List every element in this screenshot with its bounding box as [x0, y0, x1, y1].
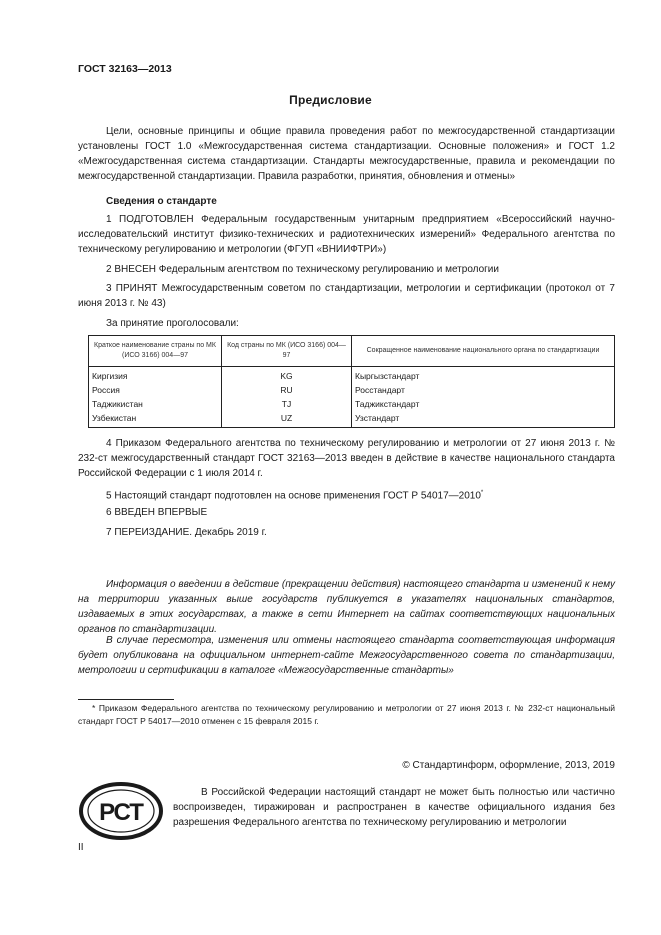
item-7: 7 ПЕРЕИЗДАНИЕ. Декабрь 2019 г. — [106, 527, 267, 538]
item-2: 2 ВНЕСЕН Федеральным агентством по техническому регулированию и метрологии — [106, 264, 499, 275]
cell-code: TJ — [222, 397, 352, 411]
cell-body: Росстандарт — [352, 383, 615, 397]
col-header-code: Код страны по МК (ИСО 3166) 004—97 — [222, 336, 352, 367]
cell-country: Узбекистан — [89, 411, 222, 428]
logo-lettering: РСТ — [99, 799, 143, 826]
item-5 — [78, 486, 615, 503]
cell-body: Кыргызстандарт — [352, 367, 615, 384]
info-paragraph-2: В случае пересмотра, изменения или отмены настоящего стандарта соответствующая информация будет опубликована на официальном интернет-сайте Межгосударственного совета по стандартизации, метрологии и сертификации в каталоге «Межгосударственные стандарты» — [78, 635, 615, 676]
table-row — [89, 383, 615, 397]
table-row — [89, 411, 615, 428]
cell-country: Киргизия — [89, 367, 222, 384]
info-paragraph-1: Информация о введении в действие (прекращении действия) настоящего стандарта и изменений к нему на территории указанных выше государств публикуется в указателях национальных стандартов, издаваемых в этих государствах, а также в сети Интернет на сайтах соответствующих национальных органов по стандартизации. — [78, 579, 615, 635]
table-row — [89, 367, 615, 384]
page-number: II — [78, 842, 84, 853]
footnote-marker: * — [480, 490, 484, 496]
col-header-body: Сокращенное наименование национального органа по стандартизации — [352, 336, 615, 367]
cell-body: Узстандарт — [352, 411, 615, 428]
votes-table-header — [89, 336, 615, 367]
footnote: * Приказом Федерального агентства по техническому регулированию и метрологии от 27 июня 2013 г. № 232-ст национальный стандарт ГОСТ Р 54017—2010 отменен с 15 февраля 2015 г. — [78, 703, 615, 726]
item-4: 4 Приказом Федерального агентства по техническому регулированию и метрологии от 27 июня 2013 г. № 232-ст межгосударственный стандарт ГОСТ 32163—2013 введен в действие в качестве национального стандарта Российской Федерации с 1 июля 2014 г. — [78, 438, 615, 479]
col-header-country: Краткое наименование страны по МК (ИСО 3166) 004—97 — [89, 336, 222, 367]
votes-table — [88, 335, 615, 428]
cell-code: RU — [222, 383, 352, 397]
pct-certification-logo — [79, 782, 163, 840]
cell-country: Россия — [89, 383, 222, 397]
page-title: Предисловие — [289, 93, 372, 107]
footnote-divider — [78, 699, 174, 700]
item-3: 3 ПРИНЯТ Межгосударственным советом по стандартизации, метрологии и сертификации (протокол от 7 июня 2013 г. № 43) — [78, 283, 615, 309]
intro-paragraph: Цели, основные принципы и общие правила проведения работ по межгосударственной стандартизации установлены ГОСТ 1.0 «Межгосударственная система стандартизации. Основные положения» и ГОСТ 1.2 «Межгосударственная система стандартизации. Стандарты межгосударственные, правила и рекомендации по межгосударственной стандартизации. Правила разработки, принятия, обновления и отмены» — [78, 126, 615, 182]
table-row — [89, 397, 615, 411]
cell-body: Таджикстандарт — [352, 397, 615, 411]
item-6: 6 ВВЕДЕН ВПЕРВЫЕ — [106, 507, 208, 518]
doc-code-header: ГОСТ 32163—2013 — [78, 63, 172, 75]
cell-code: UZ — [222, 411, 352, 428]
item-5-text: 5 Настоящий стандарт подготовлен на основе применения ГОСТ Р 54017—2010 — [106, 490, 481, 502]
copyright: © Стандартинформ, оформление, 2013, 2019 — [402, 760, 615, 771]
cell-code: KG — [222, 367, 352, 384]
item-1: 1 ПОДГОТОВЛЕН Федеральным государственным унитарным предприятием «Всероссийский научно-исследовательский институт физико-технических и радиотехнических измерений» Федерального агентства по техническому регулированию и метрологии (ФГУП «ВНИИФТРИ») — [78, 214, 615, 255]
section-heading: Сведения о стандарте — [106, 196, 217, 207]
cell-country: Таджикистан — [89, 397, 222, 411]
reproduction-notice: В Российской Федерации настоящий стандарт не может быть полностью или частично воспроизведен, тиражирован и распространен в качестве официального издания без разрешения Федерального агентства по техническому регулированию и метрологии — [173, 787, 615, 828]
votes-label: За принятие проголосовали: — [106, 318, 239, 329]
